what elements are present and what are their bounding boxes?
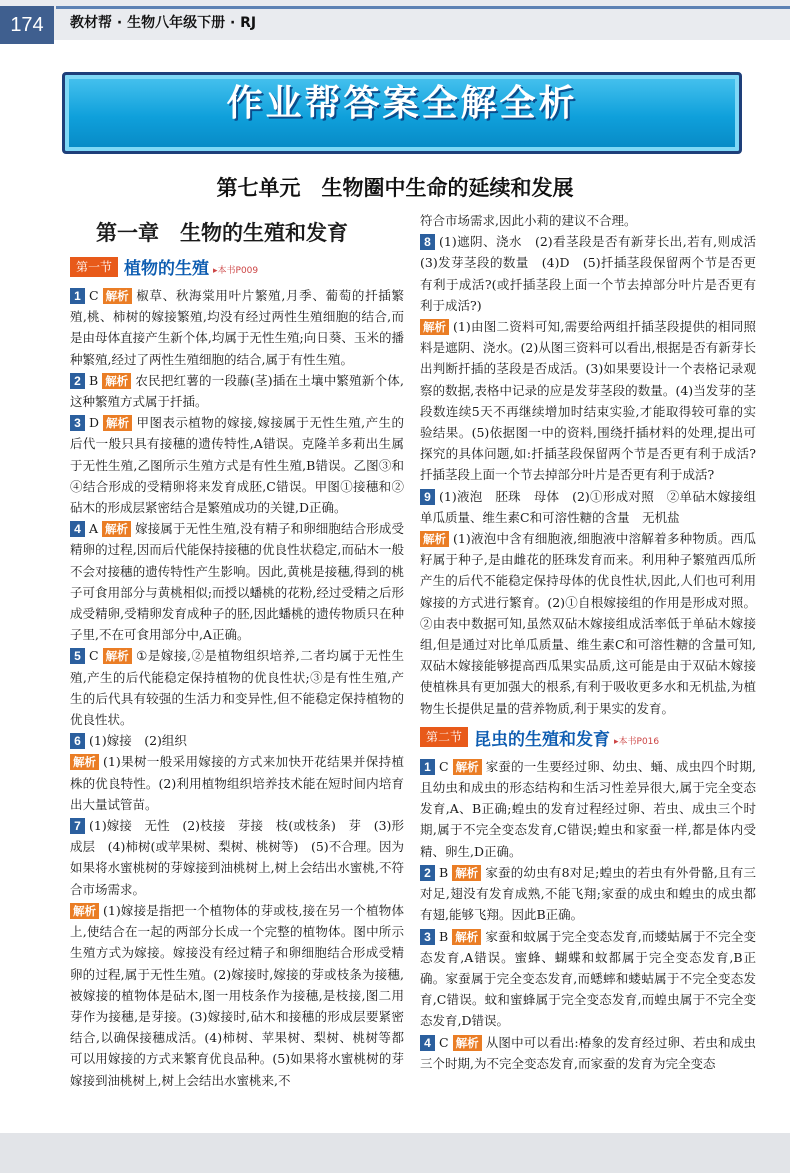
question-number: 3 — [70, 415, 85, 431]
analysis-text: 嫁接属于无性生殖,没有精子和卵细胞结合形成受精卵的过程,因而后代能保持接穗的优良性状稳定,而砧木一般不会对接穗的遗传特性产生影响。因此,黄桃是接穗,得到的桃子可食用部分与黄桃相似;而授以蟠桃的花粉,经过受精之后形成受精卵,受精卵发育成种子的胚,因此蟠桃的遗传物质只在种子里,不在可食用部分中,A正确。 — [70, 521, 404, 643]
answer-item — [70, 645, 404, 730]
analysis-badge: 解析 — [103, 415, 132, 431]
analysis-block — [70, 900, 404, 1091]
analysis-text: 农民把红薯的一段藤(茎)插在土壤中繁殖新个体,这种繁殖方式属于扦插。 — [70, 372, 404, 410]
question-number: 3 — [420, 929, 435, 945]
page-number: 174 — [0, 6, 54, 44]
section-title: 昆虫的生殖和发育 — [474, 729, 611, 750]
answer-choice: B — [439, 864, 449, 880]
answer-choice: A — [89, 521, 99, 537]
analysis-badge: 解析 — [102, 373, 131, 389]
section-header — [420, 725, 756, 750]
answer-choice: C — [439, 758, 449, 774]
analysis-block — [70, 751, 404, 815]
answer-choice: (1)嫁接 无性 (2)枝接 芽接 枝(或枝条) 芽 (3)形成层 (4)柿树(或苹果树、梨树、桃树等) (5)不合理。因为如果将水蜜桃树的芽嫁接到油桃树上,树上会结出水蜜桃,不符合市场需求。 — [70, 818, 404, 897]
analysis-badge: 解析 — [420, 319, 449, 335]
answer-item — [70, 518, 404, 645]
answer-item — [70, 285, 404, 370]
answer-item — [420, 1032, 756, 1074]
analysis-badge: 解析 — [452, 929, 481, 945]
section-tag: 第二节 — [420, 727, 468, 747]
analysis-text: ①是嫁接,②是植物组织培养,二者均属于无性生殖,产生的后代能稳定保持植物的优良性状;③是有性生殖,产生的后代具有较强的生活力和变异性,但不能稳定保持植物的优良性状。 — [70, 648, 404, 728]
answer-item — [420, 926, 756, 1032]
analysis-text: 家蚕的一生要经过卵、幼虫、蛹、成虫四个时期,且幼虫和成虫的形态结构和生活习性差异很大,属于完全变态发育,A、B正确;蝗虫的发育过程经过卵、若虫、成虫三个时期,属于不完全变态发育,C错误;蝗虫和家蚕一样,都是体内受精、卵生,D正确。 — [420, 758, 756, 859]
analysis-badge: 解析 — [103, 648, 132, 664]
continued-text: 符合市场需求,因此小莉的建议不合理。 — [420, 213, 637, 228]
page-header — [0, 0, 790, 40]
question-number: 1 — [420, 759, 435, 775]
section-header — [70, 254, 404, 279]
answer-choice: B — [89, 372, 99, 388]
banner-title: 作业帮答案全解全析 — [226, 83, 578, 124]
left-column — [70, 218, 404, 1091]
analysis-text: (1)由图二资料可知,需要给两组扦插茎段提供的相同照料是遮阴、浇水。(2)从图三资料可以看出,根据是否有新芽长出判断扦插的茎段是否成活。(3)如果要设计一个表格记录观察的数据,表格中记录的应是发芽茎段的数量。(4)当发芽的茎段数连续5天不再继续增加时结束实验,才能取得较可靠的实验结果。(5)依据图一中的资料,围绕扦插材料的处理,提出可探究的具体问题,如:扦插茎段保留两个节是否更有利于成活?扦插茎段上面一个节去掉部分叶片是否更有利于成活? — [420, 319, 756, 483]
question-number: 5 — [70, 648, 85, 664]
analysis-text: 家蚕和蚊属于完全变态发育,而蝼蛄属于不完全变态发育,A错误。蜜蜂、蝴蝶和蚊都属于完全变态发育,B正确。家蚕属于完全变态发育,而蟋蟀和蝼蛄属于不完全变态发育,C错误。蚊和蜜蜂属于完全变态发育,而蝗虫属于不完全变态发育,D错误。 — [420, 928, 756, 1029]
answer-item — [70, 815, 404, 900]
analysis-text: (1)果树一般采用嫁接的方式来加快开花结果并保持植株的优良特性。(2)利用植物组织培养技术能在短时间内培育出大量试管苗。 — [70, 754, 404, 812]
answer-choice: (1)遮阴、浇水 (2)看茎段是否有新芽长出,若有,则成活 (3)发芽茎段的数量 (4)D (5)扦插茎段保留两个节是否更有利于成活?(或扦插茎段上面一个节去掉部分叶片是否更有利于成活?) — [420, 234, 769, 313]
answer-choice: (1)液泡 胚珠 母体 (2)①形成对照 ②单砧木嫁接组 单瓜质量、维生素C和可溶性糖的含量 无机盐 — [420, 488, 769, 525]
answer-choice: B — [439, 928, 449, 944]
right-column — [420, 210, 769, 1074]
question-number: 4 — [70, 521, 85, 537]
answer-item — [420, 756, 756, 862]
answer-choice: (1)嫁接 (2)组织 — [89, 733, 187, 749]
analysis-badge: 解析 — [420, 531, 449, 547]
header-stripe — [56, 6, 790, 9]
analysis-block — [420, 528, 756, 719]
analysis-text: 椒草、秋海棠用叶片繁殖,月季、葡萄的扦插繁殖,桃、柿树的嫁接繁殖,均没有经过两性生殖细胞的结合,而是由母体直接产生新个体,均属于无性生殖;向日葵、玉米的播种繁殖,经过了两性生殖细胞的结合,属于有性生殖。 — [70, 288, 404, 367]
section-title: 植物的生殖 — [124, 259, 210, 279]
question-number: 8 — [420, 234, 435, 250]
answer-choice: C — [89, 288, 99, 303]
analysis-badge: 解析 — [103, 288, 132, 304]
analysis-badge: 解析 — [102, 521, 131, 537]
answer-choice: C — [439, 1034, 449, 1050]
analysis-text: 从图中可以看出:椿象的发育经过卵、若虫和成虫三个时期,为不完全变态发育,而家蚕的发育为完全变态 — [420, 1034, 756, 1071]
answer-item — [420, 231, 769, 316]
answer-item — [70, 730, 404, 751]
analysis-badge: 解析 — [70, 903, 99, 919]
question-number: 1 — [70, 288, 85, 304]
analysis-block — [420, 316, 756, 486]
question-number: 6 — [70, 733, 85, 749]
section-ref: ▸本书P016 — [614, 736, 660, 747]
question-number: 2 — [70, 373, 85, 389]
answer-item — [420, 486, 769, 528]
page-footer-band — [0, 1133, 790, 1173]
answer-item — [70, 412, 404, 518]
answer-banner — [62, 72, 742, 154]
unit-title: 第七单元 生物圈中生命的延续和发展 — [216, 176, 574, 200]
answer-item — [70, 370, 404, 412]
analysis-text: 家蚕的幼虫有8对足;蝗虫的若虫有外骨骼,且有三对足,翅没有发育成熟,不能飞翔;家蚕的成虫和蝗虫的成虫都有翅,能够飞翔。因此B正确。 — [420, 864, 756, 923]
analysis-badge: 解析 — [70, 754, 99, 770]
question-number: 4 — [420, 1035, 435, 1051]
question-number: 9 — [420, 489, 435, 505]
analysis-badge: 解析 — [452, 865, 481, 881]
book-brand: 教材帮 · 生物八年级下册 · RJ — [70, 15, 257, 31]
analysis-text: 甲图表示植物的嫁接,嫁接属于无性生殖,产生的后代一般只具有接穗的遗传特性,A错误。克隆羊多莉出生属于无性生殖,乙图所示生殖方式是有性生殖,B错误。乙图③和④结合形成的受精卵将来发育成胚,C错误。甲图①接穗和②砧木的形成层紧密结合是繁殖成功的关键,D正确。 — [70, 415, 404, 516]
section-ref: ▸本书P009 — [213, 266, 259, 276]
question-number: 7 — [70, 818, 85, 834]
answer-choice: D — [89, 415, 100, 431]
analysis-badge: 解析 — [453, 759, 482, 775]
section-tag: 第一节 — [70, 257, 118, 277]
chapter-title: 第一章 生物的生殖和发育 — [96, 221, 348, 245]
answer-choice: C — [89, 648, 99, 664]
analysis-text: (1)液泡中含有细胞液,细胞液中溶解着多种物质。西瓜籽属于种子,是由雌花的胚珠发育而来。利用种子繁殖西瓜所产生的后代不能稳定保持母体的优良性状,因此,人们也可利用嫁接的方式进行繁育。(2)①自根嫁接组的作用是形成对照。②由表中数据可知,虽然双砧木嫁接组成活率低于单砧木嫁接组,但是通过对比单瓜质量、维生素C和可溶性糖的含量可知,双砧木嫁接能够提高西瓜果实品质,这可能是由于双砧木嫁接使植株具有更加强大的根系,有利于吸收更多水和无机盐,为植物生长提供足量的营养物质,利于果实的发育。 — [420, 531, 756, 716]
analysis-text: (1)嫁接是指把一个植物体的芽或枝,接在另一个植物体上,使结合在一起的两部分长成一个完整的植物体。图中所示生殖方式为嫁接。嫁接没有经过精子和卵细胞结合形成受精卵的过程,属于无性生殖。(2)嫁接时,嫁接的芽或枝条为接穗,被嫁接的植物体是砧木,图一用枝条作为接穗,是枝接,图二用芽作为接穗,是芽接。(3)嫁接时,砧木和接穗的形成层要紧密结合,以确保接穗成活。(4)柿树、苹果树、梨树、桃树等都可以用嫁接的方式来繁育优良品种。(5)如果将水蜜桃树的芽嫁接到油桃树上,树上会结出水蜜桃来,不 — [70, 902, 404, 1088]
question-number: 2 — [420, 865, 435, 881]
analysis-badge: 解析 — [453, 1035, 482, 1051]
answer-item — [420, 862, 756, 926]
